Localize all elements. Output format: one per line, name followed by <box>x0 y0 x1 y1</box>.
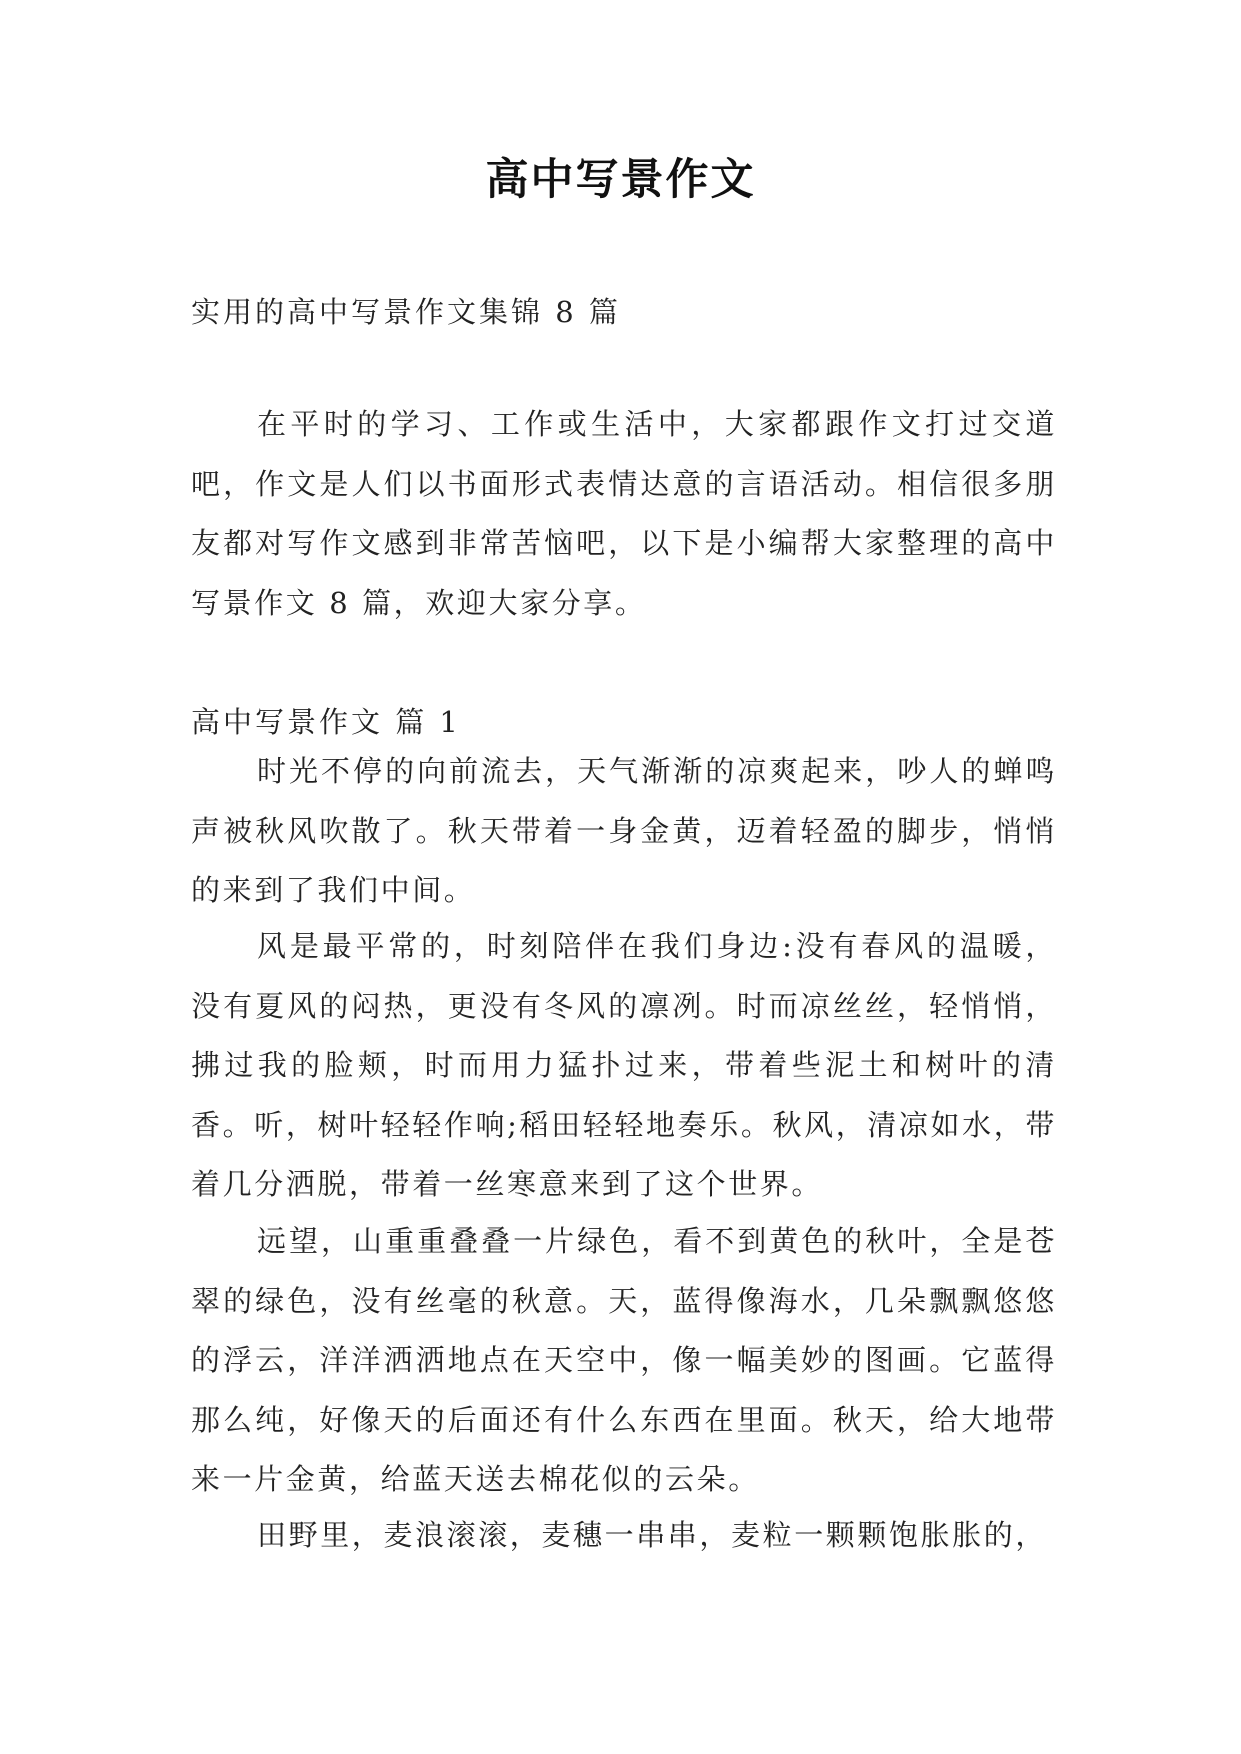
body-paragraph-1: 时光不停的向前流去，天气渐渐的凉爽起来，吵人的蝉鸣声被秋风吹散了。秋天带着一身金黄，迈着轻盈的脚步，悄悄的来到了我们中间。 <box>191 754 1057 907</box>
section-heading: 高中写景作文 篇 1 <box>191 705 461 739</box>
intro-paragraph: 在平时的学习、工作或生活中，大家都跟作文打过交道吧，作文是人们以书面形式表情达意的言语活动。相信很多朋友都对写作文感到非常苦恼吧，以下是小编帮大家整理的高中写景作文 8 篇，欢迎大家分享。 <box>191 407 1057 620</box>
document-title: 高中写景作文 <box>485 155 756 205</box>
body-paragraph-2: 风是最平常的，时刻陪伴在我们身边:没有春风的温暖，没有夏风的闷热，更没有冬风的凛冽。时而凉丝丝，轻悄悄，拂过我的脸颊，时而用力猛扑过来，带着些泥土和树叶的清香。听，树叶轻轻作响;稻田轻轻地奏乐。秋风，清凉如水，带着几分洒脱，带着一丝寒意来到了这个世界。 <box>191 929 1057 1201</box>
document-subtitle: 实用的高中写景作文集锦 8 篇 <box>191 295 621 329</box>
body-paragraph-3: 远望，山重重叠叠一片绿色，看不到黄色的秋叶，全是苍翠的绿色，没有丝毫的秋意。天，蓝得像海水，几朵飘飘悠悠的浮云，洋洋洒洒地点在天空中，像一幅美妙的图画。它蓝得那么纯，好像天的后面还有什么东西在里面。秋天，给大地带来一片金黄，给蓝天送去棉花似的云朵。 <box>191 1224 1057 1496</box>
body-paragraph-4: 田野里，麦浪滚滚，麦穗一串串，麦粒一颗颗饱胀胀的， <box>257 1518 1048 1552</box>
